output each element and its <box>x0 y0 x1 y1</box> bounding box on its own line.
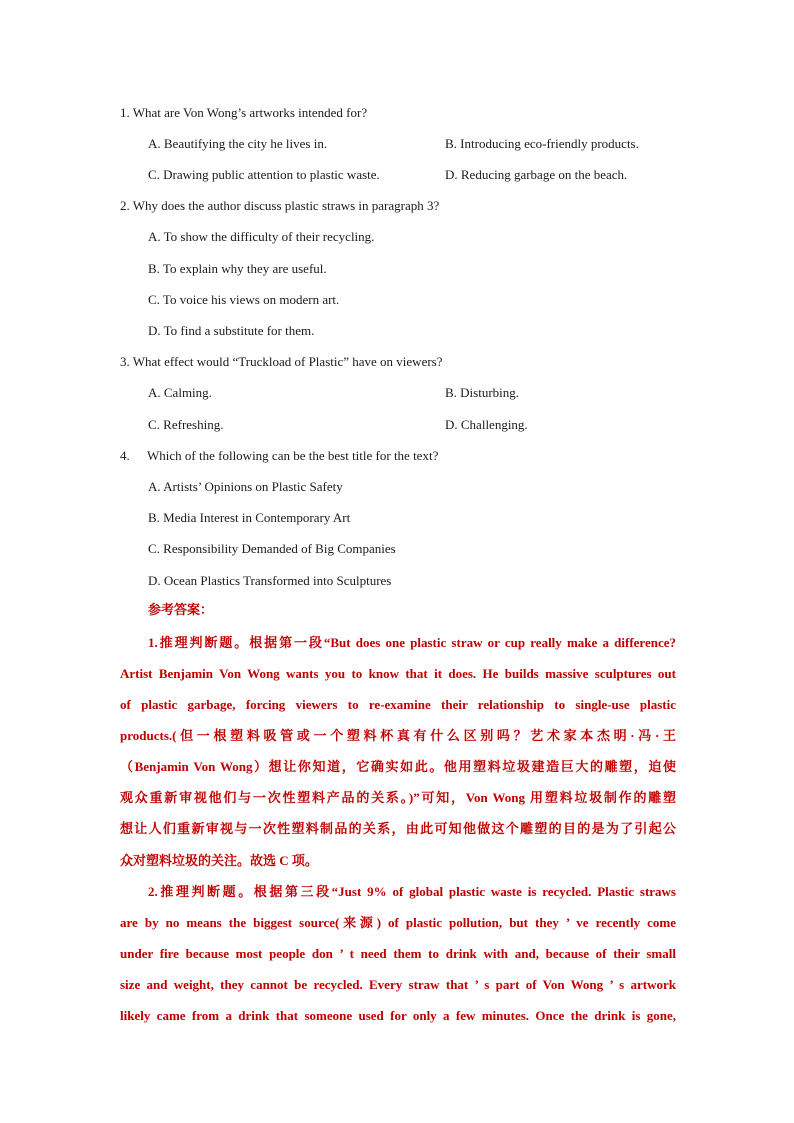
answer-line: （Benjamin Von Wong）想让你知道，它确实如此。他用塑料垃圾建造巨大的雕塑，迫使 <box>120 759 676 774</box>
question-2-option-c: C. To voice his views on modern art. <box>148 292 340 307</box>
question-3-option-d: D. Challenging. <box>445 417 528 432</box>
answer-line: likely came from a drink that someone used for only a few minutes. Once the drink is gone, <box>120 1008 676 1023</box>
question-2-option-d: D. To find a substitute for them. <box>148 323 315 338</box>
answer-line: of plastic garbage, forcing viewers to re-examine their relationship to single-use plastic <box>120 697 676 712</box>
question-2-stem: 2. Why does the author discuss plastic straws in paragraph 3? <box>120 198 440 213</box>
question-1-option-c: C. Drawing public attention to plastic waste. <box>148 167 380 182</box>
question-2-option-b: B. To explain why they are useful. <box>148 261 327 276</box>
question-3-option-c: C. Refreshing. <box>148 417 224 432</box>
question-1-stem: 1. What are Von Wong’s artworks intended for? <box>120 105 368 120</box>
question-3-stem: 3. What effect would “Truckload of Plastic” have on viewers? <box>120 354 443 369</box>
question-1-option-a: A. Beautifying the city he lives in. <box>148 136 328 151</box>
answer-line: products.(但一根塑料吸管或一个塑料杯真有什么区别吗？艺术家本杰明·冯·王 <box>120 728 676 743</box>
answer-line: 想让人们重新审视与一次性塑料制品的关系，由此可知他做这个雕塑的目的是为了引起公 <box>120 821 676 836</box>
answer-line: Artist Benjamin Von Wong wants you to know that it does. He builds massive sculptures out <box>120 666 676 681</box>
question-1-option-d: D. Reducing garbage on the beach. <box>445 167 628 182</box>
answer-line: are by no means the biggest source(来源) of plastic pollution, but they ’ ve recently come <box>120 915 676 930</box>
answer-line: size and weight, they cannot be recycled. Every straw that ’ s part of Von Wong ’ s artwork <box>120 977 676 992</box>
question-2-option-a: A. To show the difficulty of their recycling. <box>148 229 375 244</box>
question-4-option-a: A. Artists’ Opinions on Plastic Safety <box>148 479 343 494</box>
answer-line: 1.推理判断题。根据第一段“But does one plastic straw or cup really make a difference? <box>148 635 676 650</box>
answer-line: 众对塑料垃圾的关注。故选 C 项。 <box>120 853 318 868</box>
question-4-stem: Which of the following can be the best title for the text? <box>147 448 439 463</box>
question-4-option-b: B. Media Interest in Contemporary Art <box>148 510 351 525</box>
question-4-option-d: D. Ocean Plastics Transformed into Sculptures <box>148 573 392 588</box>
question-1-option-b: B. Introducing eco-friendly products. <box>445 136 639 151</box>
answer-line: under fire because most people don ’ t need them to drink with and, because of their small <box>120 946 676 961</box>
question-3-option-a: A. Calming. <box>148 385 212 400</box>
question-4-option-c: C. Responsibility Demanded of Big Companies <box>148 541 396 556</box>
answer-heading: 参考答案： <box>148 603 214 618</box>
question-4-stem-row <box>120 448 438 464</box>
answer-line: 观众重新审视他们与一次性塑料产品的关系。)”可知，Von Wong 用塑料垃圾制作的雕塑 <box>120 790 676 805</box>
answer-line: 2.推理判断题。根据第三段“Just 9% of global plastic waste is recycled. Plastic straws <box>148 884 676 899</box>
question-4-number: 4. <box>120 448 130 463</box>
question-3-option-b: B. Disturbing. <box>445 385 520 400</box>
